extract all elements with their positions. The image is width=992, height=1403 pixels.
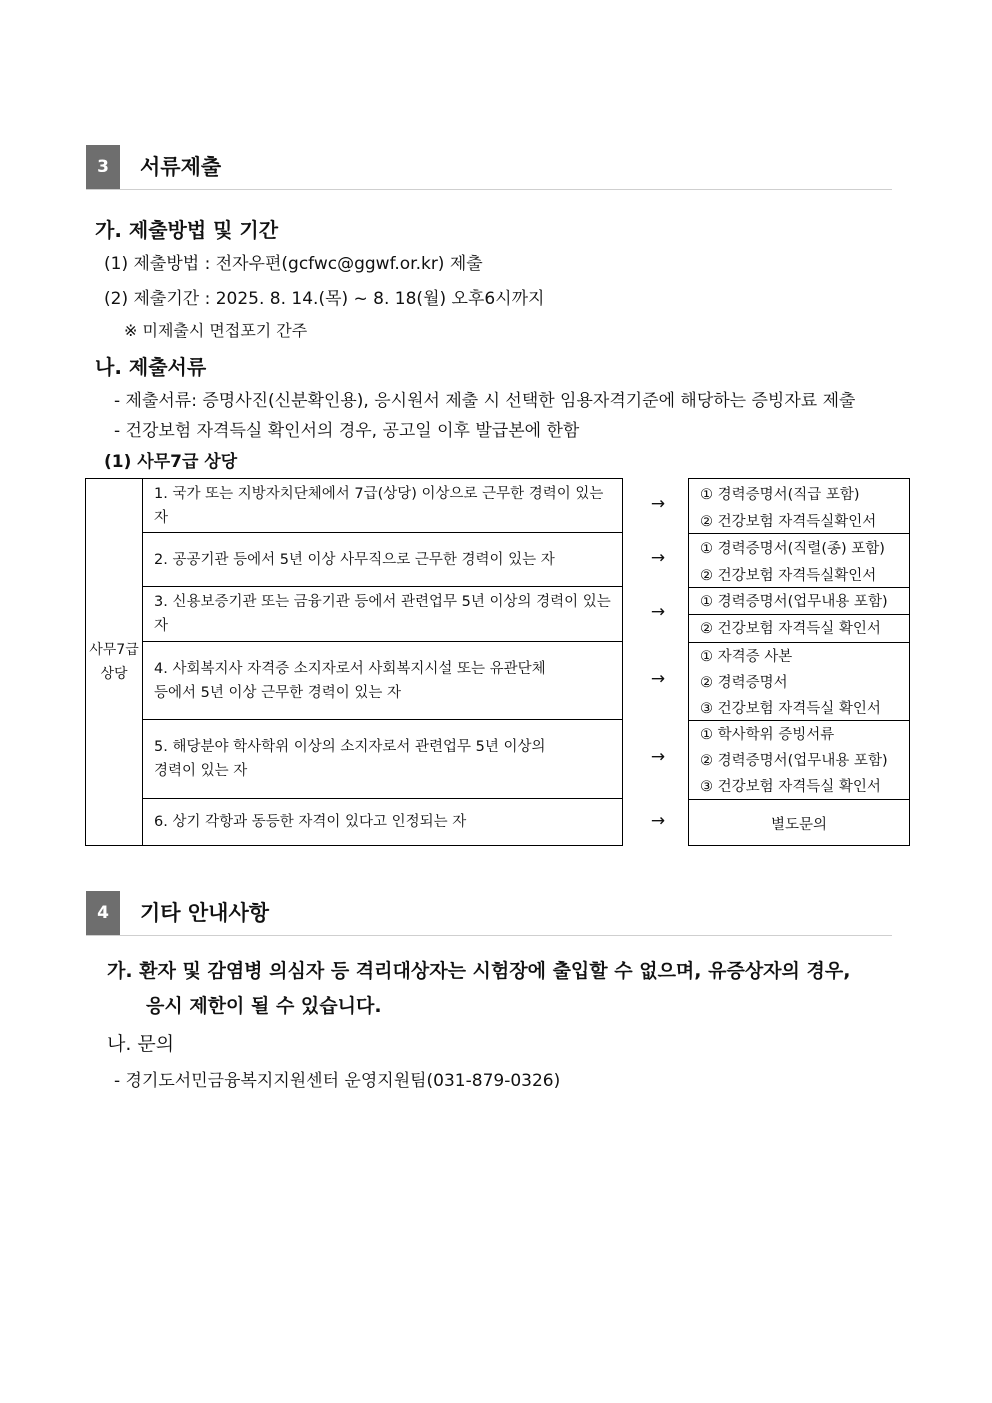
row-divider — [689, 587, 909, 588]
criteria-text: 3. 신용보증기관 또는 금융기관 등에서 관련업무 5년 이상의 경력이 있는자 — [154, 594, 611, 634]
arrow-icon: → — [650, 811, 666, 831]
documents-bullet-2: - 건강보험 자격득실 확인서의 경우, 공고일 이후 발급본에 한함 — [114, 421, 580, 441]
section-number: 4 — [86, 891, 120, 935]
contact-info: - 경기도서민금융복지지원센터 운영지원팀(031-879-0326) — [114, 1071, 561, 1091]
section-3-header — [86, 145, 892, 190]
document-item: ③ 건강보험 자격득실 확인서 — [700, 701, 881, 717]
row-divider — [689, 533, 909, 534]
arrow-icon: → — [650, 669, 666, 689]
section-number: 3 — [86, 145, 120, 189]
section-title: 기타 안내사항 — [140, 901, 270, 925]
required-documents-table — [688, 478, 910, 846]
section-title: 서류제출 — [140, 155, 222, 179]
document-item: 별도문의 — [770, 817, 828, 833]
document-item: ② 건강보험 자격득실확인서 — [700, 568, 877, 584]
document-item: ② 건강보험 자격득실 확인서 — [700, 621, 881, 637]
table-row — [143, 479, 622, 533]
row-divider — [689, 799, 909, 800]
qualification-table — [85, 478, 623, 846]
subheading-ga: 가. 제출방법 및 기간 — [95, 218, 279, 242]
document-item: ① 경력증명서(업무내용 포함) — [700, 594, 888, 610]
table-row — [143, 533, 622, 587]
document-item: ① 경력증명서(직렬(종) 포함) — [700, 541, 885, 557]
criteria-text: 6. 상기 각항과 동등한 자격이 있다고 인정되는 자 — [154, 814, 467, 830]
criteria-text: 1. 국가 또는 지방자치단체에서 7급(상당) 이상으로 근무한 경력이 있는 자 — [154, 485, 604, 526]
quarantine-notice-line-2: 응시 제한이 될 수 있습니다. — [146, 995, 382, 1017]
inquiry-heading: 나. 문의 — [107, 1033, 175, 1055]
arrow-icon: → — [650, 494, 666, 514]
document-item: ① 학사학위 증빙서류 — [700, 727, 835, 743]
criteria-text: 4. 사회복지사 자격증 소지자로서 사회복지시설 또는 유관단체 등에서 5년 이상 근무한 경력이 있는 자 — [154, 660, 546, 701]
table-row — [143, 720, 622, 799]
row-divider — [689, 642, 909, 643]
criteria-text: 2. 공공기관 등에서 5년 이상 사무직으로 근무한 경력이 있는 자 — [154, 551, 555, 568]
document-item: ① 자격증 사본 — [700, 649, 793, 665]
row-divider — [689, 720, 909, 721]
arrow-icon: → — [650, 747, 666, 767]
category-line-1: 사무7급 — [89, 642, 139, 658]
submission-method: (1) 제출방법 : 전자우편(gcfwc@ggwf.or.kr) 제출 — [104, 254, 483, 274]
submission-note: ※ 미제출시 면접포기 간주 — [124, 321, 308, 340]
document-item: ① 경력증명서(직급 포함) — [700, 487, 860, 503]
table-row — [143, 587, 622, 642]
section-4-header — [86, 891, 892, 936]
document-item: ③ 건강보험 자격득실 확인서 — [700, 779, 881, 795]
documents-bullet-1: - 제출서류: 증명사진(신분확인용), 응시원서 제출 시 선택한 임용자격기준에 해당하는 증빙자료 제출 — [114, 391, 856, 411]
table-row — [143, 799, 622, 845]
arrow-icon: → — [650, 602, 666, 622]
document-item: ② 건강보험 자격득실확인서 — [700, 514, 877, 530]
criteria-text: 5. 해당분야 학사학위 이상의 소지자로서 관련업무 5년 이상의 경력이 있는 자 — [154, 739, 546, 779]
category-cell — [86, 479, 143, 845]
position-subheading: (1) 사무7급 상당 — [104, 452, 238, 472]
table-row — [143, 642, 622, 720]
subheading-na: 나. 제출서류 — [95, 355, 207, 379]
document-item: ② 경력증명서(업무내용 포함) — [700, 753, 888, 769]
arrow-icon: → — [650, 548, 666, 568]
quarantine-notice-line-1: 가. 환자 및 감염병 의심자 등 격리대상자는 시험장에 출입할 수 없으며, 유증상자의 경우, — [107, 960, 851, 982]
category-line-2: 상당 — [100, 666, 128, 682]
row-divider — [689, 614, 909, 615]
document-item: ② 경력증명서 — [700, 675, 788, 691]
submission-period: (2) 제출기간 : 2025. 8. 14.(목) ~ 8. 18(월) 오후6시까지 — [104, 289, 545, 309]
